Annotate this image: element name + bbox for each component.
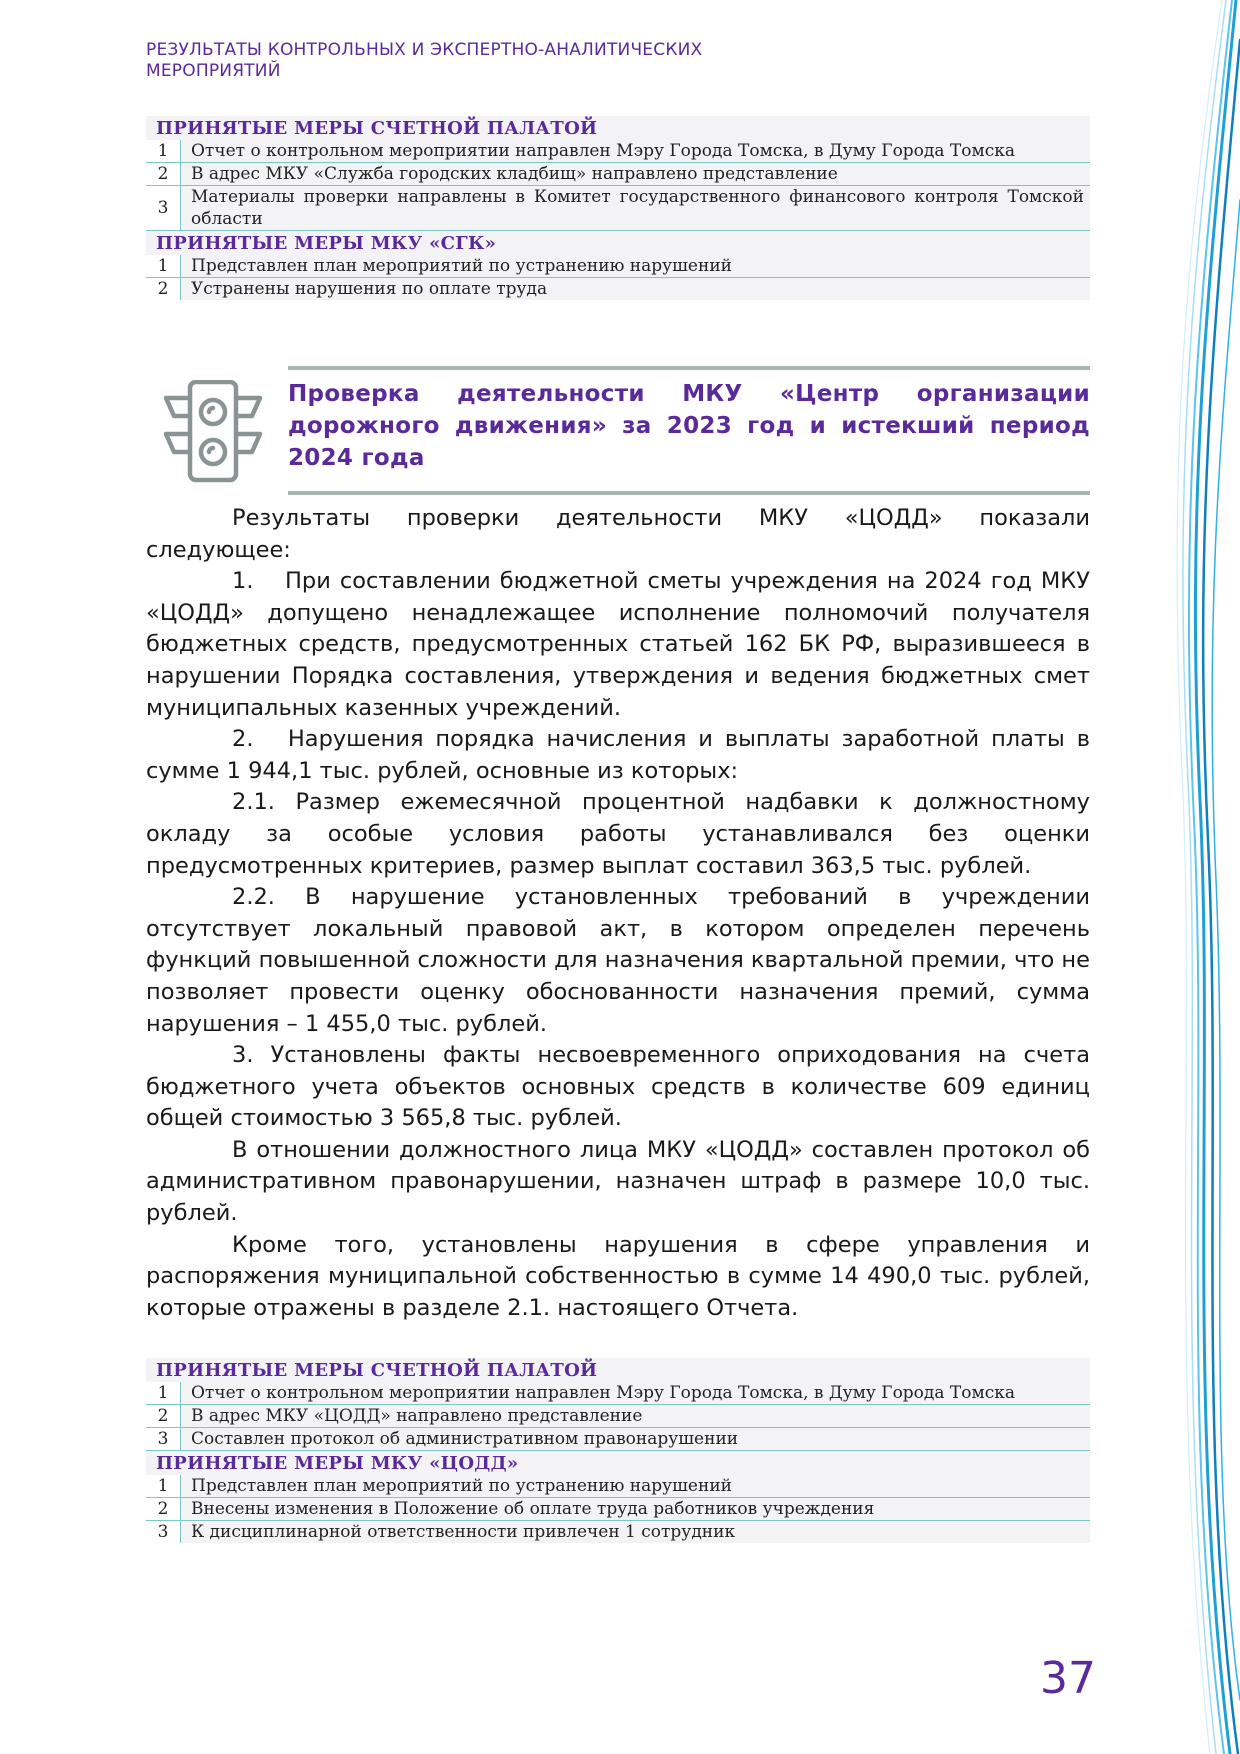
row-text: Составлен протокол об административном правонарушении: [181, 1428, 1091, 1451]
table-row: [146, 1405, 1090, 1428]
row-number: 1: [146, 255, 181, 278]
body-text: [146, 503, 1090, 1324]
paragraph: 2. Нарушения порядка начисления и выплаты заработной платы в сумме 1 944,1 тыс. рублей, основные из которых:: [146, 726, 1090, 784]
row-text: В адрес МКУ «ЦОДД» направлено представление: [181, 1405, 1091, 1428]
paragraph: 1. При составлении бюджетной сметы учреждения на 2024 год МКУ «ЦОДД» допущено ненадлежащее исполнение полномочий получателя бюджетных средств, предусмотренных статьей 162 БК РФ, выразившееся в нарушении Порядка составления, утверждения и ведения бюджетных смет муниципальных казенных учреждений.: [146, 568, 1090, 721]
measures-table-sgk: [146, 116, 1090, 300]
table-row: [146, 1428, 1090, 1451]
header-line-2: МЕРОПРИЯТИЙ: [146, 61, 281, 81]
row-text: Представлен план мероприятий по устранению нарушений: [181, 255, 1091, 278]
row-text: Представлен план мероприятий по устранению нарушений: [181, 1475, 1091, 1498]
row-number: 2: [146, 163, 181, 186]
section-title-line-1: Проверка деятельности МКУ «Центр организации: [288, 381, 1090, 407]
paragraph: 3. Установлены факты несвоевременного оприходования на счета бюджетного учета объектов основных средств в количестве 609 единиц общей стоимостью 3 565,8 тыс. рублей.: [146, 1042, 1090, 1132]
paragraph: В отношении должностного лица МКУ «ЦОДД» составлен протокол об административном правонарушении, назначен штраф в размере 10,0 тыс. рублей.: [146, 1136, 1090, 1227]
chamber-measures-title: ПРИНЯТЫЕ МЕРЫ СЧЕТНОЙ ПАЛАТОЙ: [146, 116, 1090, 140]
page-header: [146, 40, 846, 82]
section-title-line-2: дорожного движения» за 2023 год и истекший период: [288, 413, 1090, 439]
row-text: К дисциплинарной ответственности привлечен 1 сотрудник: [181, 1521, 1091, 1544]
table-row: [146, 1475, 1090, 1498]
header-line-1: РЕЗУЛЬТАТЫ КОНТРОЛЬНЫХ И ЭКСПЕРТНО-АНАЛИТИЧЕСКИХ: [146, 40, 703, 60]
section-title-line-3: 2024 года: [288, 445, 425, 471]
section-title: [288, 378, 1090, 474]
row-text: Внесены изменения в Положение об оплате труда работников учреждения: [181, 1498, 1091, 1521]
table-row: [146, 186, 1090, 231]
row-number: 3: [146, 186, 181, 231]
table-row: [146, 140, 1090, 163]
table-row: [146, 163, 1090, 186]
org-measures-title: ПРИНЯТЫЕ МЕРЫ МКУ «ЦОДД»: [146, 1451, 1090, 1476]
row-number: 2: [146, 278, 181, 301]
table-row: [146, 1382, 1090, 1405]
org-measures-title: ПРИНЯТЫЕ МЕРЫ МКУ «СГК»: [146, 231, 1090, 256]
row-text: В адрес МКУ «Служба городских кладбищ» направлено представление: [181, 163, 1091, 186]
row-number: 2: [146, 1498, 181, 1521]
paragraph: 2.2. В нарушение установленных требований в учреждении отсутствует локальный правовой акт, в котором определен перечень функций повышенной сложности для назначения квартальной премии, что не позволяет провести оценку обоснованности назначения премий, сумма нарушения – 1 455,0 тыс. рублей.: [146, 884, 1090, 1037]
table-row: [146, 255, 1090, 278]
traffic-light-icon: [160, 380, 266, 484]
row-number: 2: [146, 1405, 181, 1428]
row-text: Устранены нарушения по оплате труда: [181, 278, 1091, 301]
section-rule-top: [288, 366, 1090, 370]
row-text: Отчет о контрольном мероприятии направлен Мэру Города Томска, в Думу Города Томска: [181, 1382, 1091, 1405]
section-rule-bottom: [288, 491, 1090, 495]
row-text: Материалы проверки направлены в Комитет государственного финансового контроля Томской области: [181, 186, 1091, 231]
row-number: 3: [146, 1521, 181, 1544]
page-number: 37: [1040, 1653, 1096, 1704]
measures-table-codd: [146, 1358, 1090, 1543]
row-number: 1: [146, 1382, 181, 1405]
row-number: 1: [146, 1475, 181, 1498]
chamber-measures-title: ПРИНЯТЫЕ МЕРЫ СЧЕТНОЙ ПАЛАТОЙ: [146, 1358, 1090, 1382]
table-row: [146, 278, 1090, 301]
row-text: Отчет о контрольном мероприятии направлен Мэру Города Томска, в Думу Города Томска: [181, 140, 1091, 163]
row-number: 3: [146, 1428, 181, 1451]
decorative-wave-graphic: [1166, 0, 1240, 1754]
paragraph: Кроме того, установлены нарушения в сфере управления и распоряжения муниципальной собственностью в сумме 14 490,0 тыс. рублей, которые отражены в разделе 2.1. настоящего Отчета.: [146, 1231, 1090, 1321]
paragraph: 2.1. Размер ежемесячной процентной надбавки к должностному окладу за особые условия работы устанавливался без оценки предусмотренных критериев, размер выплат составил 363,5 тыс. рублей.: [146, 789, 1090, 879]
table-row: [146, 1498, 1090, 1521]
row-number: 1: [146, 140, 181, 163]
table-row: [146, 1521, 1090, 1544]
paragraph: Результаты проверки деятельности МКУ «ЦОДД» показали следующее:: [146, 505, 1090, 563]
